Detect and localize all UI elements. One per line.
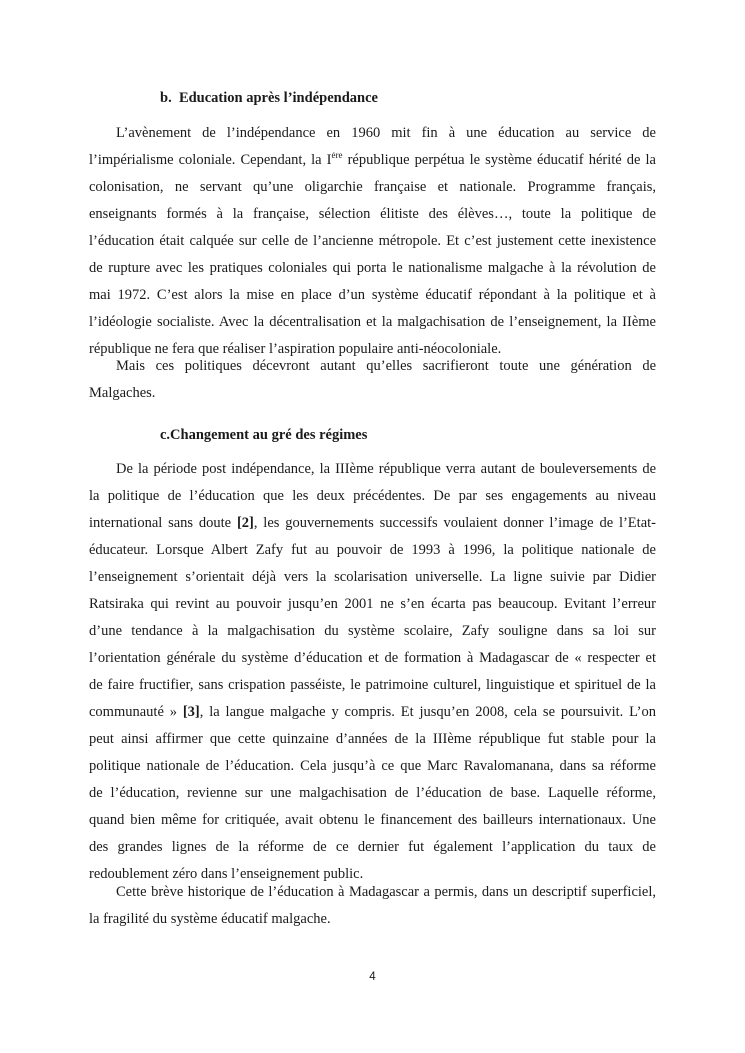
- text-line: Malgaches.: [89, 385, 156, 401]
- text-line: éducateur. Lorsque Albert Zafy fut au pouvoir de 1993 à 1996, la politique nationale de: [89, 542, 656, 558]
- text-line: colonisation, ne servant qu’une oligarchie française et nationale. Programme français,: [89, 179, 656, 195]
- text-line: d’une tendance à la malgachisation du système scolaire, Zafy souligne dans sa loi sur: [89, 623, 656, 639]
- text-span: , la langue malgache y compris. Et jusqu’en 2008, cela se poursuivit. L’on: [199, 704, 656, 720]
- text-line: mai 1972. C’est alors la mise en place d’un système éducatif répondant à la politique et à: [89, 287, 656, 303]
- text-line: Ratsiraka qui revint au pouvoir jusqu’en 2001 ne s’en écarta pas beaucoup. Evitant l’erreur: [89, 596, 656, 612]
- text-line: l’idéologie socialiste. Avec la décentralisation et la malgachisation de l’enseignement, la IIème: [89, 314, 656, 330]
- text-line: la fragilité du système éducatif malgache.: [89, 911, 331, 927]
- text-line: politique nationale de l’éducation. Cela jusqu’à ce que Marc Ravalomanana, dans sa réforme: [89, 758, 656, 774]
- text-line: De la période post indépendance, la IIIème république verra autant de bouleversements de: [116, 461, 656, 477]
- text-line: Cette brève historique de l’éducation à Madagascar a permis, dans un descriptif superficiel,: [116, 884, 656, 900]
- text-line: république ne fera que réaliser l’aspiration populaire anti-néocoloniale.: [89, 341, 502, 357]
- text-span: l’impérialisme coloniale. Cependant, la I: [89, 152, 332, 168]
- text-line: de l’éducation, revienne sur une malgachisation de l’éducation de base. Laquelle réforme,: [89, 785, 656, 801]
- text-span: république perpétua le système éducatif hérité de la: [342, 152, 656, 168]
- text-line: quand bien même for critiquée, avait obtenu le financement des bailleurs internationaux. Une: [89, 812, 656, 828]
- text-span: , les gouvernements successifs voulaient donner l’image de l’Etat-: [253, 515, 656, 531]
- text-span: international sans doute: [89, 515, 237, 531]
- text-line: [89, 152, 656, 168]
- section-heading-c: c.Changement au gré des régimes: [160, 427, 368, 443]
- text-span: communauté »: [89, 704, 183, 720]
- text-line: [89, 704, 656, 720]
- page-number: 4: [369, 971, 376, 983]
- text-line: de rupture avec les pratiques coloniales qui porta le nationalisme malgache à la révolution de: [89, 260, 656, 276]
- citation-ref: [3]: [182, 704, 200, 720]
- text-line: peut ainsi affirmer que cette quinzaine d’années de la IIIème république fut stable pour la: [89, 731, 656, 747]
- text-line: la politique de l’éducation que les deux précédentes. De par ses engagements au niveau: [89, 488, 656, 504]
- text-line: L’avènement de l’indépendance en 1960 mit fin à une éducation au service de: [116, 125, 656, 141]
- text-line: de faire fructifier, sans crispation passéiste, le patrimoine culturel, linguistique et spirituel de la: [89, 677, 656, 693]
- text-line: redoublement zéro dans l’enseignement public.: [89, 866, 364, 882]
- text-line: enseignants formés à la française, sélection élitiste des élèves…, toute la politique de: [89, 206, 656, 222]
- text-line: l’éducation était calquée sur celle de l’ancienne métropole. Et c’est justement cette inexistence: [89, 233, 656, 249]
- text-line: [89, 515, 656, 531]
- text-line: Mais ces politiques décevront autant qu’elles sacrifieront toute une génération de: [116, 358, 656, 374]
- section-heading-b: b. Education après l’indépendance: [160, 90, 378, 106]
- superscript: ère: [331, 152, 343, 160]
- text-line: l’orientation générale du système d’éducation et de formation à Madagascar de « respecter et: [89, 650, 656, 666]
- citation-ref: [2]: [236, 515, 254, 531]
- text-line: l’enseignement s’orientait déjà vers la scolarisation universelle. La ligne suivie par Didier: [89, 569, 656, 585]
- text-line: des grandes lignes de la réforme de ce dernier fut également l’application du taux de: [89, 839, 656, 855]
